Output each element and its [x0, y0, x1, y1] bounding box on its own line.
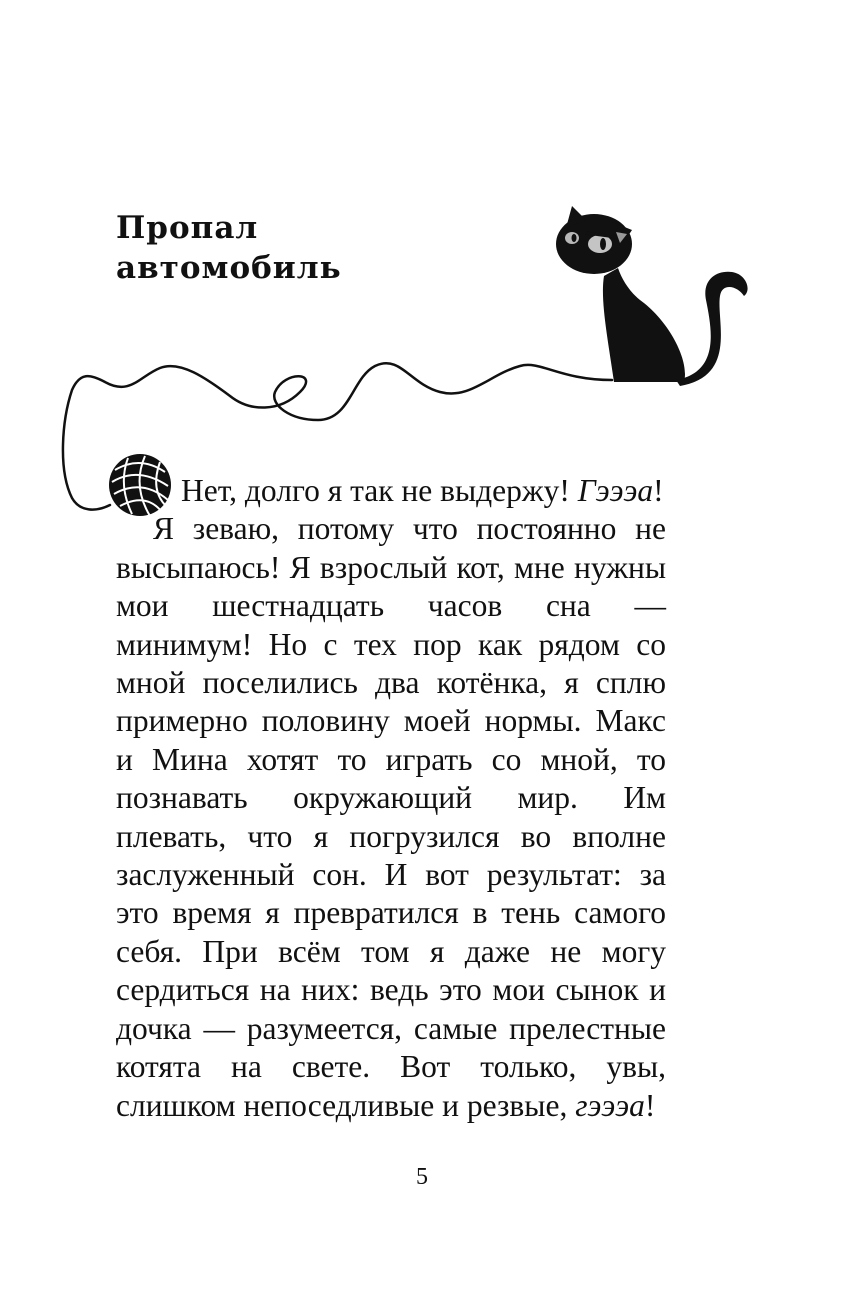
paragraph-1-exclamation: Гэээа	[577, 473, 654, 508]
paragraph-2-text: Я зеваю, потому что постоянно не высыпаюсь! Я взрослый кот, мне нужны мои шестнадцать часов сна — минимум! Но с тех пор как рядом со мной поселились два котёнка, я сплю примерно половину моей нормы. Макс и Мина хотят то играть со мной, то познавать окружающий мир. Им плевать, что я погрузился во вполне заслуженный сон. И вот результат: за это время я превратился в тень самого себя. При всём том я даже не могу сердиться на них: ведь это мои сынок и дочка — разумеется, самые прелестные котята на свете. Вот только, увы, слишком непоседливые и резвые,	[116, 511, 666, 1123]
page-number: 5	[416, 1164, 428, 1190]
paragraph-1	[116, 472, 666, 510]
body-text	[116, 472, 666, 1125]
paragraph-1-text: Нет, долго я так не выдержу!	[181, 473, 578, 508]
paragraph-2	[116, 510, 666, 1125]
paragraph-1-end: !	[653, 473, 664, 508]
black-cat-icon	[556, 206, 748, 386]
chapter-title-line-2: автомобиль	[116, 250, 342, 286]
chapter-title-line-1: Пропал	[116, 210, 259, 246]
paragraph-2-exclamation: гэээа	[575, 1087, 645, 1123]
paragraph-2-end: !	[644, 1087, 656, 1123]
